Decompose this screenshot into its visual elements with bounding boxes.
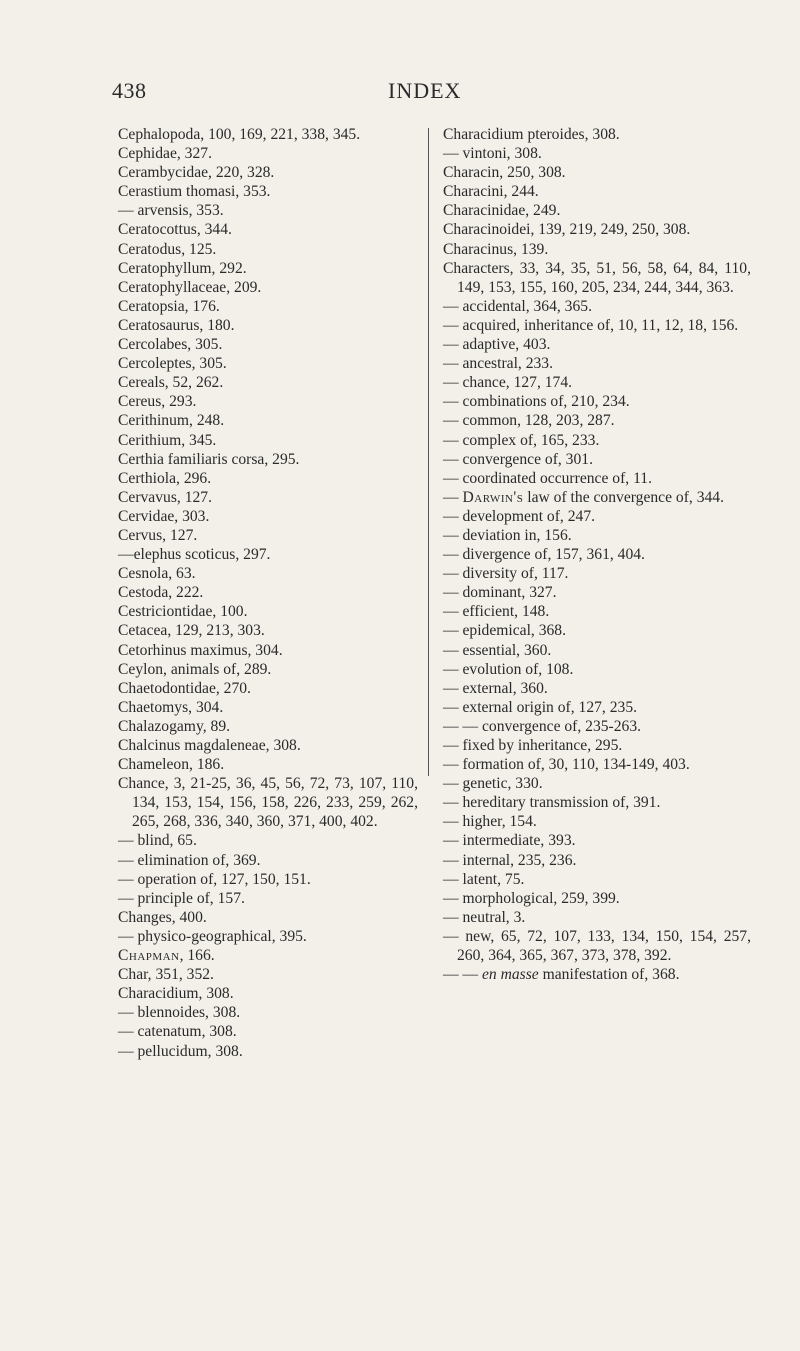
index-entry: — epidemical, 368. bbox=[443, 622, 566, 640]
index-entry: Certhiola, 296. bbox=[118, 469, 212, 487]
index-entry: — chance, 127, 174. bbox=[443, 374, 573, 392]
index-entry: Cerithinum, 248. bbox=[118, 412, 225, 430]
index-entry: — blind, 65. bbox=[118, 832, 197, 850]
index-entry: — pellucidum, 308. bbox=[118, 1042, 243, 1060]
index-entry: Cestoda, 222. bbox=[118, 584, 204, 602]
index-entry: Characin, 250, 308. bbox=[443, 164, 566, 182]
index-entry: — combinations of, 210, 234. bbox=[443, 393, 630, 411]
index-entry: — dominant, 327. bbox=[443, 584, 557, 602]
index-entry: — common, 128, 203, 287. bbox=[443, 412, 615, 430]
column-divider bbox=[428, 128, 429, 776]
page-number: 438 bbox=[112, 78, 147, 103]
index-entry: — hereditary transmission of, 391. bbox=[443, 794, 661, 812]
index-entry: Chapman, 166. bbox=[118, 947, 215, 965]
index-entry: — essential, 360. bbox=[443, 641, 552, 659]
index-entry: — adaptive, 403. bbox=[443, 336, 551, 354]
index-entry: — acquired, inheritance of, 10, 11, 12, 18, 156. bbox=[443, 316, 739, 334]
index-entry: Chameleon, 186. bbox=[118, 756, 225, 774]
index-entry: — operation of, 127, 150, 151. bbox=[118, 870, 311, 888]
index-entry: — divergence of, 157, 361, 404. bbox=[443, 546, 645, 564]
index-entry: — accidental, 364, 365. bbox=[443, 297, 592, 315]
index-entry: — ancestral, 233. bbox=[443, 355, 553, 373]
index-entry: — morphological, 259, 399. bbox=[443, 889, 620, 907]
index-entry: — formation of, 30, 110, 134-149, 403. bbox=[443, 756, 690, 774]
index-entry: — complex of, 165, 233. bbox=[443, 431, 600, 449]
index-entry: Cerithium, 345. bbox=[118, 431, 217, 449]
index-entry: — — convergence of, 235-263. bbox=[443, 717, 642, 735]
index-entry: — neutral, 3. bbox=[443, 908, 526, 926]
index-entry: — internal, 235, 236. bbox=[443, 851, 577, 869]
index-entry: Cephidae, 327. bbox=[118, 145, 212, 163]
index-entry: Chance, 3, 21-25, 36, 45, 56, 72, 73, 107, 110, 134, 153, 154, 156, 158, 226, 233, 259, 262, 265, 268, 336, 340, 360, 371, 400, 402. bbox=[118, 775, 418, 831]
index-entry: — latent, 75. bbox=[443, 870, 525, 888]
index-entry: Cercolabes, 305. bbox=[118, 336, 223, 354]
index-entry: Characini, 244. bbox=[443, 183, 539, 201]
index-entry: — efficient, 148. bbox=[443, 603, 550, 621]
index-entry: Cerambycidae, 220, 328. bbox=[118, 164, 275, 182]
index-entry: — evolution of, 108. bbox=[443, 660, 574, 678]
index-entry: Cesnola, 63. bbox=[118, 565, 196, 583]
index-entry: Ceratophyllaceae, 209. bbox=[118, 278, 262, 296]
index-entry: — blennoides, 308. bbox=[118, 1004, 241, 1022]
index-entry: Cervidae, 303. bbox=[118, 507, 210, 525]
index-entry: — principle of, 157. bbox=[118, 889, 245, 907]
index-entry: — diversity of, 117. bbox=[443, 565, 569, 583]
index-entry: Characters, 33, 34, 35, 51, 56, 58, 64, 84, 110, 149, 153, 155, 160, 205, 234, 244, 344, 363. bbox=[443, 259, 751, 296]
index-entry: — genetic, 330. bbox=[443, 775, 543, 793]
index-entry: — physico-geographical, 395. bbox=[118, 927, 307, 945]
index-entry: — — en masse manifestation of, 368. bbox=[443, 966, 680, 984]
index-column-right bbox=[443, 125, 751, 984]
index-entry: Cetacea, 129, 213, 303. bbox=[118, 622, 265, 640]
index-entry: Cervus, 127. bbox=[118, 526, 198, 544]
index-entry: Ceratocottus, 344. bbox=[118, 221, 232, 239]
index-entry: — new, 65, 72, 107, 133, 134, 150, 154, 257, 260, 364, 365, 367, 373, 378, 392. bbox=[443, 927, 751, 965]
index-column-left bbox=[118, 125, 418, 1061]
index-entry: Ceylon, animals of, 289. bbox=[118, 660, 272, 678]
index-entry: —elephus scoticus, 297. bbox=[118, 546, 271, 564]
index-entry: Cephalopoda, 100, 169, 221, 338, 345. bbox=[118, 126, 361, 143]
index-entry: Cercoleptes, 305. bbox=[118, 355, 227, 373]
index-entry: — coordinated occurrence of, 11. bbox=[443, 469, 652, 487]
index-entry: Characinus, 139. bbox=[443, 240, 549, 258]
index-entry: Chaetomys, 304. bbox=[118, 698, 224, 716]
index-entry: — external, 360. bbox=[443, 679, 548, 697]
index-entry: — convergence of, 301. bbox=[443, 450, 593, 468]
index-entry: Char, 351, 352. bbox=[118, 966, 214, 984]
index-entry: — deviation in, 156. bbox=[443, 526, 572, 544]
index-entry: Ceratophyllum, 292. bbox=[118, 259, 247, 277]
index-entry: Characinoidei, 139, 219, 249, 250, 308. bbox=[443, 221, 691, 239]
index-entry: Characidium pteroides, 308. bbox=[443, 126, 620, 143]
index-entry: Chalcinus magdaleneae, 308. bbox=[118, 737, 301, 754]
index-entry: Changes, 400. bbox=[118, 908, 207, 926]
index-entry: — elimination of, 369. bbox=[118, 851, 261, 869]
index-entry: Characidium, 308. bbox=[118, 985, 234, 1003]
index-entry: Chalazogamy, 89. bbox=[118, 717, 231, 735]
index-entry: Ceratopsia, 176. bbox=[118, 297, 220, 315]
index-entry: — fixed by inheritance, 295. bbox=[443, 737, 623, 754]
index-entry: — catenatum, 308. bbox=[118, 1023, 237, 1041]
index-entry: Characinidae, 249. bbox=[443, 202, 561, 220]
index-entry: Certhia familiaris corsa, 295. bbox=[118, 450, 300, 468]
index-entry: — arvensis, 353. bbox=[118, 202, 224, 220]
page-title: INDEX bbox=[388, 78, 462, 103]
index-entry: Cereals, 52, 262. bbox=[118, 374, 224, 392]
index-entry: Cerastium thomasi, 353. bbox=[118, 183, 271, 201]
index-entry: Cestriciontidae, 100. bbox=[118, 603, 248, 621]
index-entry: Ceratosaurus, 180. bbox=[118, 316, 235, 334]
index-entry: Chaetodontidae, 270. bbox=[118, 679, 251, 697]
index-entry: Ceratodus, 125. bbox=[118, 240, 217, 258]
index-entry: — development of, 247. bbox=[443, 507, 596, 525]
index-entry: — intermediate, 393. bbox=[443, 832, 576, 850]
index-entry: — external origin of, 127, 235. bbox=[443, 698, 638, 716]
index-entry: — vintoni, 308. bbox=[443, 145, 542, 163]
index-entry: Cereus, 293. bbox=[118, 393, 197, 411]
index-entry: Cetorhinus maximus, 304. bbox=[118, 641, 283, 659]
index-entry: — Darwin's law of the convergence of, 344. bbox=[443, 488, 724, 506]
index-entry: Cervavus, 127. bbox=[118, 488, 212, 506]
index-entry: — higher, 154. bbox=[443, 813, 537, 831]
